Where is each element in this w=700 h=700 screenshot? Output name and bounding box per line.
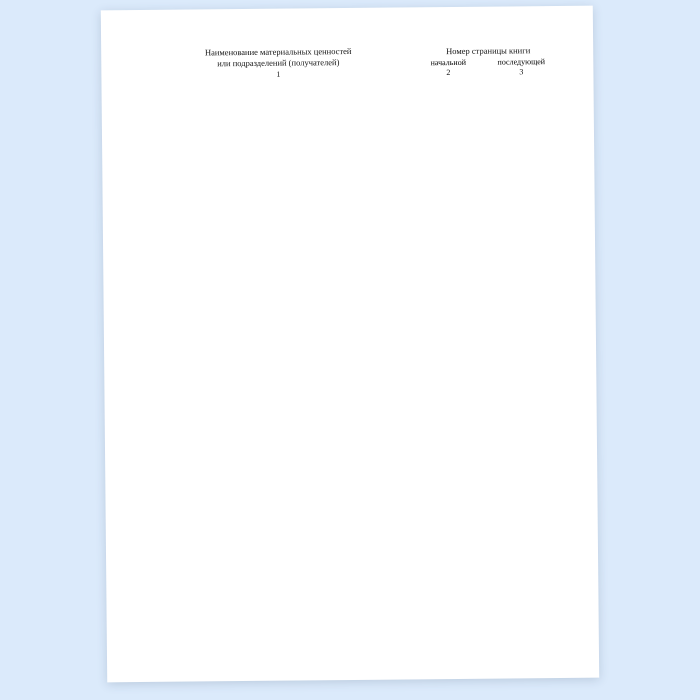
cell-next-page[interactable] [484,316,564,328]
cell-start-page[interactable] [418,305,484,317]
cell-next-page[interactable] [482,145,562,157]
cell-start-page[interactable] [416,88,482,100]
cell-next-page[interactable] [482,156,562,168]
cell-start-page[interactable] [419,420,485,432]
cell-start-page[interactable] [418,328,484,340]
cell-next-page[interactable] [482,133,562,145]
cell-start-page[interactable] [416,180,482,192]
cell-start-page[interactable] [420,568,486,580]
cell-next-page[interactable] [484,350,564,362]
cell-start-page[interactable] [416,168,482,180]
form-table-body [141,44,561,80]
cell-next-page[interactable] [486,591,566,603]
cell-next-page[interactable] [485,465,565,477]
cell-next-page[interactable] [484,305,564,317]
cell-start-page[interactable] [419,408,485,420]
cell-next-page[interactable] [486,556,566,568]
cell-start-page[interactable] [421,614,487,626]
column-number-1: 1 [276,69,281,79]
cell-next-page[interactable] [483,270,563,282]
header-cell-start-page: начальной [430,57,467,68]
cell-start-page[interactable] [419,454,485,466]
cell-start-page[interactable] [420,523,486,535]
cell-start-page[interactable] [421,626,487,638]
cell-start-page[interactable] [418,340,484,352]
cell-next-page[interactable] [482,122,562,134]
cell-next-page[interactable] [484,328,564,340]
cell-start-page[interactable] [420,534,486,546]
cell-start-page[interactable] [417,202,483,214]
cell-next-page[interactable] [482,87,562,99]
cell-next-page[interactable] [487,625,567,637]
form-table-blank-rows [141,76,566,640]
cell-start-page[interactable] [420,500,486,512]
cell-next-page[interactable] [486,579,566,591]
cell-start-page[interactable] [418,385,484,397]
cell-start-page[interactable] [419,477,485,489]
cell-next-page[interactable] [485,419,565,431]
cell-start-page[interactable] [416,122,482,134]
cell-start-page[interactable] [420,557,486,569]
cell-next-page[interactable] [481,76,561,88]
cell-next-page[interactable] [486,533,566,545]
cell-start-page[interactable] [416,145,482,157]
cell-start-page[interactable] [418,363,484,375]
column-number-3: 3 [519,67,524,77]
cell-start-page[interactable] [418,294,484,306]
cell-next-page[interactable] [485,442,565,454]
cell-start-page[interactable] [415,77,481,89]
cell-next-page[interactable] [487,613,567,625]
document-page [101,6,599,683]
cell-next-page[interactable] [482,99,562,111]
cell-next-page[interactable] [485,430,565,442]
cell-start-page[interactable] [418,317,484,329]
cell-start-page[interactable] [417,191,483,203]
cell-start-page[interactable] [420,511,486,523]
cell-start-page[interactable] [417,271,483,283]
cell-next-page[interactable] [486,522,566,534]
cell-start-page[interactable] [419,397,485,409]
cell-start-page[interactable] [417,260,483,272]
cell-next-page[interactable] [483,190,563,202]
cell-next-page[interactable] [485,396,565,408]
cell-next-page[interactable] [486,499,566,511]
cell-start-page[interactable] [420,546,486,558]
cell-next-page[interactable] [483,236,563,248]
cell-start-page[interactable] [419,488,485,500]
form-table-container [141,44,567,640]
cell-start-page[interactable] [419,431,485,443]
cell-next-page[interactable] [483,213,563,225]
cell-start-page[interactable] [419,443,485,455]
cell-next-page[interactable] [485,408,565,420]
column-number-2: 2 [446,67,451,77]
cell-next-page[interactable] [486,602,566,614]
cell-next-page[interactable] [484,293,564,305]
header-cell-page-number-group: Номер страницы книги [446,44,531,56]
header-description-line1: Наименование материальных ценностей [204,45,352,58]
cell-start-page[interactable] [420,591,486,603]
header-description-line2: или подразделений (получателей) [217,57,340,69]
cell-start-page[interactable] [419,466,485,478]
cell-start-page[interactable] [417,283,483,295]
cell-next-page[interactable] [482,179,562,191]
form-table [141,44,567,640]
cell-next-page[interactable] [486,545,566,557]
cell-start-page[interactable] [416,100,482,112]
cell-next-page[interactable] [485,453,565,465]
cell-next-page[interactable] [483,225,563,237]
cell-start-page[interactable] [417,248,483,260]
cell-start-page[interactable] [418,374,484,386]
cell-next-page[interactable] [484,373,564,385]
cell-next-page[interactable] [486,568,566,580]
cell-next-page[interactable] [484,362,564,374]
cell-next-page[interactable] [486,511,566,523]
cell-start-page[interactable] [417,237,483,249]
cell-next-page[interactable] [483,259,563,271]
cell-next-page[interactable] [484,339,564,351]
header-cell-next-page: последующей [497,57,546,67]
cell-next-page[interactable] [484,385,564,397]
cell-next-page[interactable] [483,282,563,294]
cell-start-page[interactable] [418,351,484,363]
cell-start-page[interactable] [417,225,483,237]
cell-next-page[interactable] [485,476,565,488]
cell-start-page[interactable] [420,603,486,615]
cell-start-page[interactable] [417,214,483,226]
cell-next-page[interactable] [483,247,563,259]
cell-next-page[interactable] [485,488,565,500]
cell-start-page[interactable] [416,134,482,146]
cell-description[interactable] [147,626,421,640]
cell-next-page[interactable] [483,202,563,214]
cell-next-page[interactable] [482,110,562,122]
cell-next-page[interactable] [482,167,562,179]
cell-start-page[interactable] [420,580,486,592]
cell-start-page[interactable] [416,111,482,123]
cell-start-page[interactable] [416,157,482,169]
header-cell-description [141,45,415,71]
